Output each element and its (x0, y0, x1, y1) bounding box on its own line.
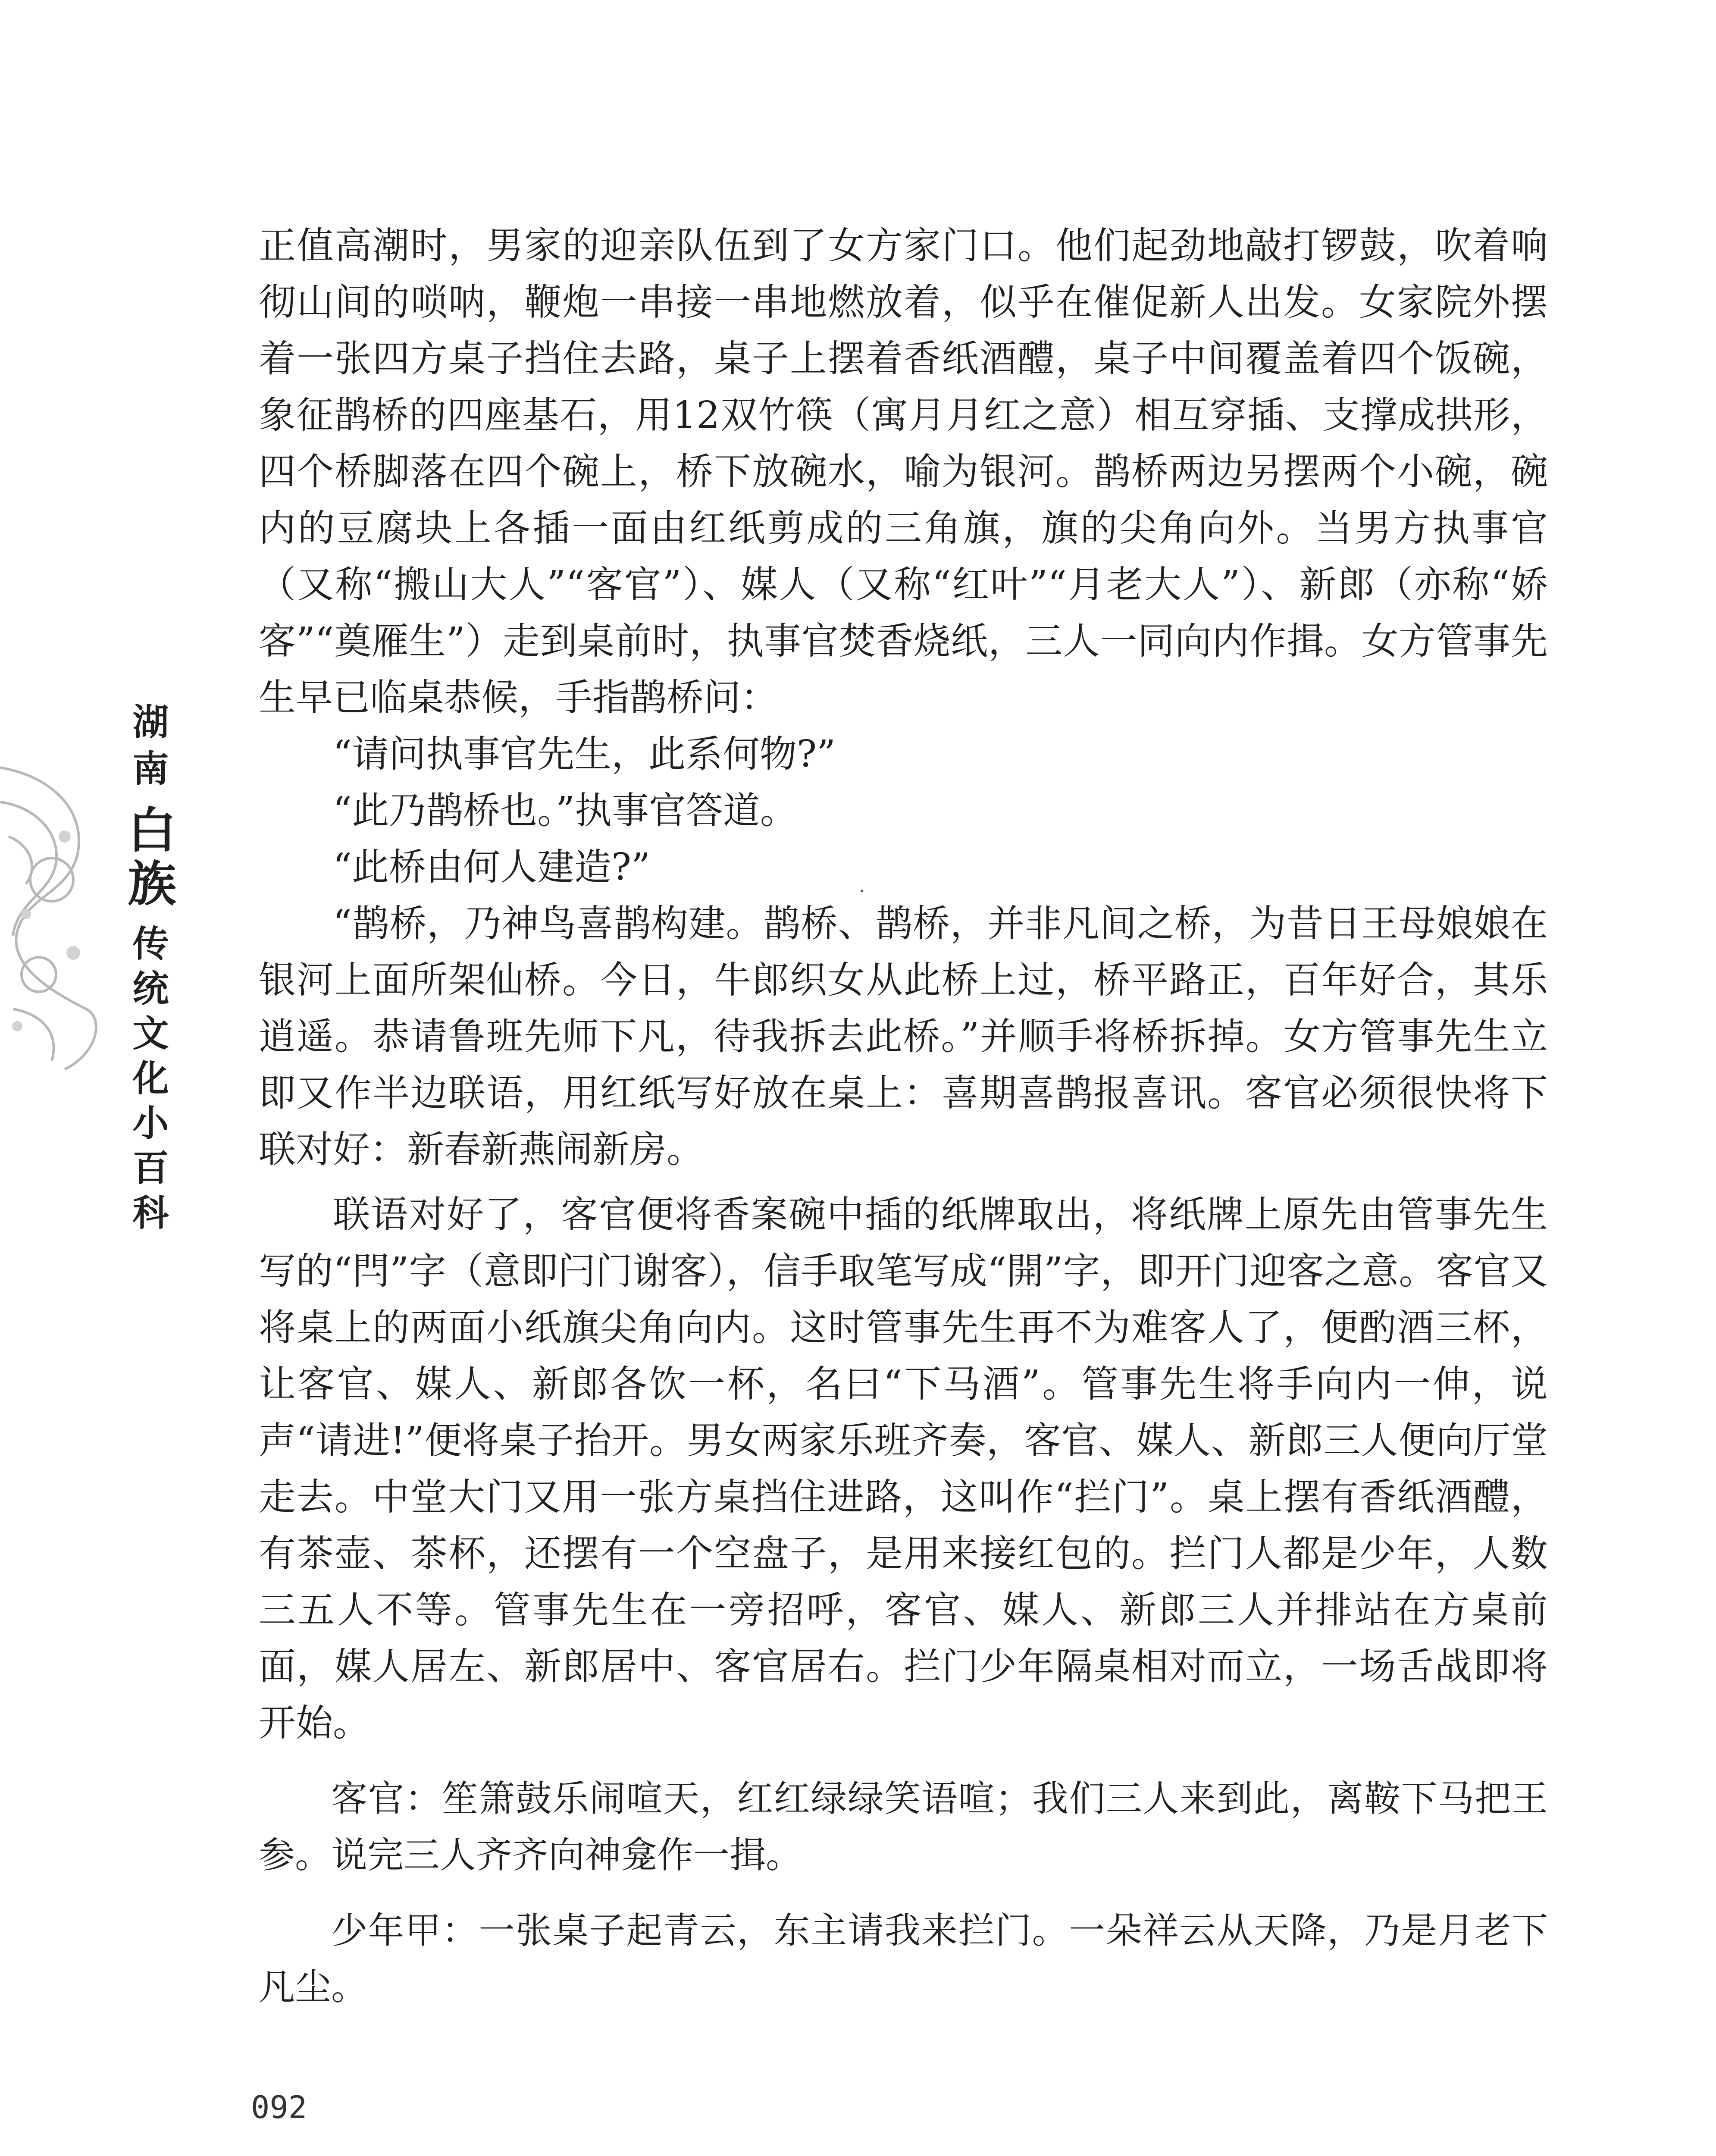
page-number: 092 (251, 2089, 307, 2125)
paragraph: 联语对好了，客官便将香案碗中插的纸牌取出，将纸牌上原先由管事先生写的“閂”字（意即闩门谢客），信手取笔写成“開”字，即开门迎客之意。客官又将桌上的两面小纸旗尖角向内。这时管事先生再不为难客人了，便酌酒三杯，让客官、媒人、新郎各饮一杯，名曰“下马酒”。管事先生将手向内一伸，说声“请进!”便将桌子抬开。男女两家乐班齐奏，客官、媒人、新郎三人便向厅堂走去。中堂大门又用一张方桌挡住进路，这叫作“拦门”。桌上摆有香纸酒醴，有茶壶、茶杯，还摆有一个空盘子，是用来接红包的。拦门人都是少年，人数三五人不等。管事先生在一旁招呼，客官、媒人、新郎三人并排站在方桌前面，媒人居左、新郎居中、客官居右。拦门少年隔桌相对而立，一场舌战即将开始。 (259, 1193, 1548, 1745)
paragraph: “此乃鹊桥也。”执事官答道。 (333, 789, 797, 832)
series-title-subtitle: 传统文化小百科 (127, 924, 169, 1238)
paragraph: 正值高潮时，男家的迎亲队伍到了女方家门口。他们起劲地敲打锣鼓，吹着响彻山间的唢呐，鞭炮一串接一串地燃放着，似乎在催促新人出发。女家院外摆着一张四方桌子挡住去路，桌子上摆着香纸酒醴，桌子中间覆盖着四个饭碗，象征鹊桥的四座基石，用12双竹筷（寓月月红之意）相互穿插、支撑成拱形，四个桥脚落在四个碗上，桥下放碗水，喻为银河。鹊桥两边另摆两个小碗，碗内的豆腐块上各插一面由红纸剪成的三角旗，旗的尖角向外。当男方执事官（又称“搬山大人”“客官”）、媒人（又称“红叶”“月老大人”）、新郎（亦称“娇客”“奠雁生”）走到桌前时，执事官焚香烧纸，三人一同向内作揖。女方管事先生早已临桌恭候，手指鹊桥问： (259, 224, 1548, 719)
dialogue-paragraph: 客官：笙箫鼓乐闹喧天，红红绿绿笑语喧；我们三人来到此，离鞍下马把王参。说完三人齐齐向神龛作一揖。 (259, 1777, 1548, 1876)
series-title-region: 湖南 (127, 703, 169, 796)
body-text (259, 218, 1548, 2015)
print-speck (861, 890, 863, 892)
decorative-pattern-icon (0, 750, 108, 1078)
paragraph: “请问执事官先生，此系何物?” (333, 733, 836, 776)
series-title (111, 703, 185, 1238)
series-title-ethnic: 白族 (120, 805, 176, 912)
paragraph: “此桥由何人建造?” (333, 846, 651, 889)
dialogue-paragraph: 少年甲：一张桌子起青云，东主请我来拦门。一朵祥云从天降，乃是月老下凡尘。 (259, 1909, 1548, 2008)
paragraph: “鹊桥，乃神鸟喜鹊构建。鹊桥、鹊桥，并非凡间之桥，为昔日王母娘娘在银河上面所架仙桥。今日，牛郎织女从此桥上过，桥平路正，百年好合，其乐逍遥。恭请鲁班先师下凡，待我拆去此桥。”并顺手将桥拆掉。女方管事先生立即又作半边联语，用红纸写好放在桌上：喜期喜鹊报喜讯。客官必须很快将下联对好：新春新燕闹新房。 (259, 902, 1548, 1171)
